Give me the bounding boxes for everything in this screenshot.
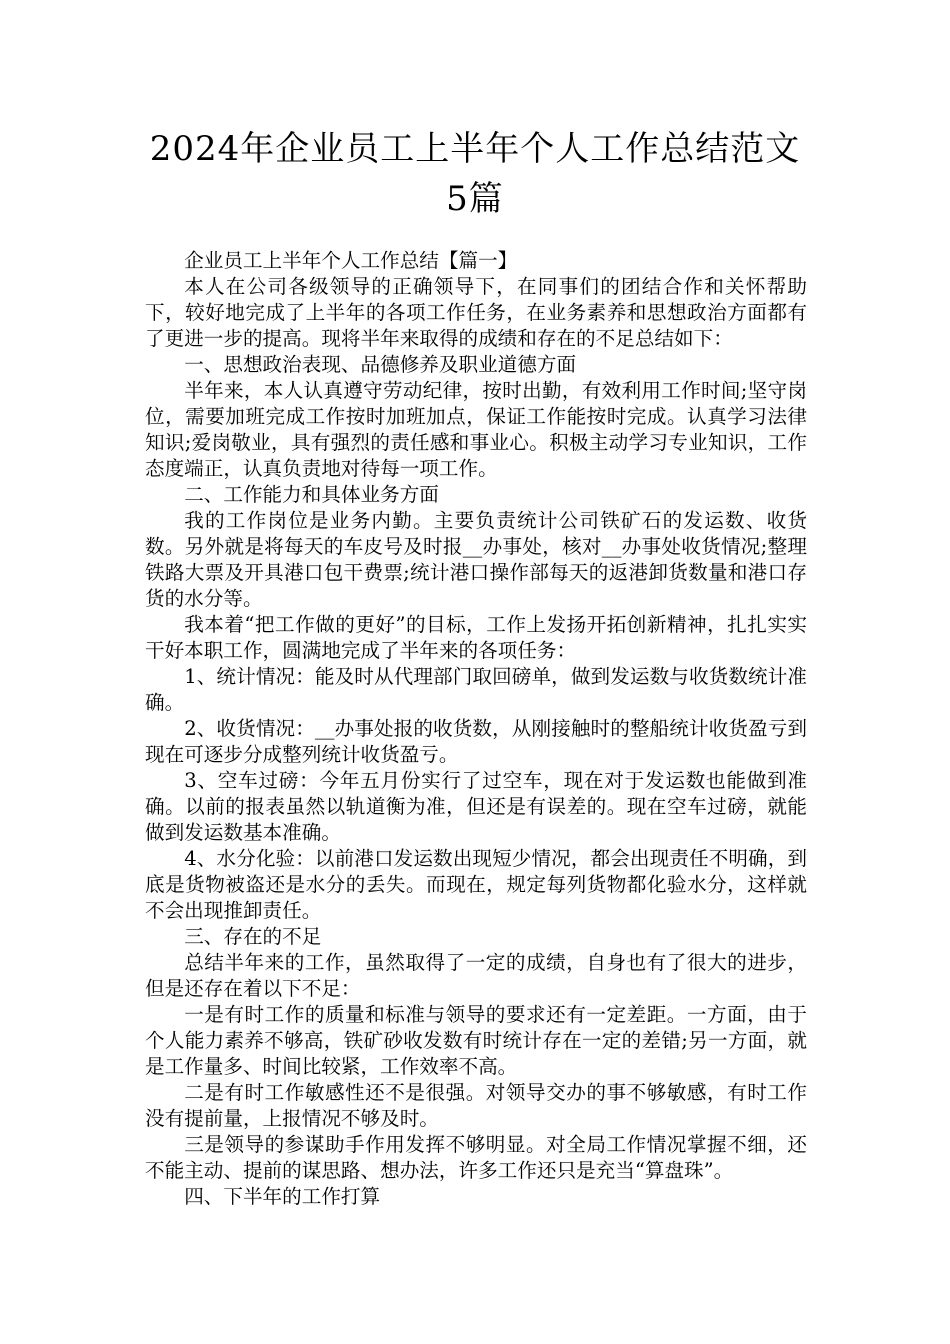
title-line-2: 5篇 (446, 179, 504, 219)
document-title (145, 124, 805, 224)
heading-next-half-plan: 四、下半年的工作打算 (184, 1185, 381, 1208)
shortcoming-three: 三是领导的参谋助手作用发挥不够明显。对全局工作情况掌握不细，还不能主动、提前的谋思路、想办法，许多工作还只是充当“算盘珠”。 (145, 1133, 807, 1182)
paragraph-discipline: 半年来，本人认真遵守劳动纪律，按时出勤，有效利用工作时间;坚守岗位，需要加班完成工作按时加班加点，保证工作能按时完成。认真学习法律知识;爱岗敬业，具有强烈的责任感和事业心。积极主动学习专业知识，工作态度端正，认真负责地对待每一项工作。 (145, 379, 807, 480)
shortcoming-two: 二是有时工作敏感性还不是很强。对领导交办的事不够敏感，有时工作没有提前量，上报情况不够及时。 (145, 1081, 807, 1130)
document-body (145, 248, 807, 1210)
paragraph-job-duties: 我的工作岗位是业务内勤。主要负责统计公司铁矿石的发运数、收货数。另外就是将每天的车皮号及时报__办事处，核对__办事处收货情况;整理铁路大票及开具港口包干费票;统计港口操作部每天的返港卸货数量和港口存货的水分等。 (145, 509, 807, 610)
item-moisture-test: 4、水分化验：以前港口发运数出现短少情况，都会出现责任不明确，到底是货物被盗还是水分的丢失。而现在，规定每列货物都化验水分，这样就不会出现推卸责任。 (145, 847, 807, 922)
title-line-1: 2024年企业员工上半年个人工作总结范文 (149, 129, 801, 169)
heading-shortcomings: 三、存在的不足 (184, 925, 322, 948)
paragraph-goal: 我本着“把工作做的更好”的目标，工作上发扬开拓创新精神，扎扎实实干好本职工作，圆满地完成了半年来的各项任务： (145, 613, 807, 662)
item-statistics: 1、统计情况：能及时从代理部门取回磅单，做到发运数与收货数统计准确。 (145, 665, 807, 714)
intro-paragraph: 本人在公司各级领导的正确领导下，在同事们的团结合作和关怀帮助下，较好地完成了上半年的各项工作任务，在业务素养和思想政治方面都有了更进一步的提高。现将半年来取得的成绩和存在的不足总结如下： (145, 275, 807, 350)
heading-political-performance: 一、思想政治表现、品德修养及职业道德方面 (184, 353, 577, 376)
shortcoming-one: 一是有时工作的质量和标准与领导的要求还有一定差距。一方面，由于个人能力素养不够高，铁矿砂收发数有时统计存在一定的差错;另一方面，就是工作量多、时间比较紧，工作效率不高。 (145, 1003, 807, 1078)
item-receiving: 2、收货情况：__办事处报的收货数，从刚接触时的整船统计收货盈亏到现在可逐步分成整列统计收货盈亏。 (145, 717, 807, 766)
paragraph-shortcomings-intro: 总结半年来的工作，虽然取得了一定的成绩，自身也有了很大的进步，但是还存在着以下不足： (145, 951, 807, 1000)
heading-work-ability: 二、工作能力和具体业务方面 (184, 483, 439, 506)
item-empty-weighing: 3、空车过磅：今年五月份实行了过空车，现在对于发运数也能做到准确。以前的报表虽然以轨道衡为准，但还是有误差的。现在空车过磅，就能做到发运数基本准确。 (145, 769, 807, 844)
section-heading-part-one: 企业员工上半年个人工作总结【篇一】 (184, 249, 518, 272)
